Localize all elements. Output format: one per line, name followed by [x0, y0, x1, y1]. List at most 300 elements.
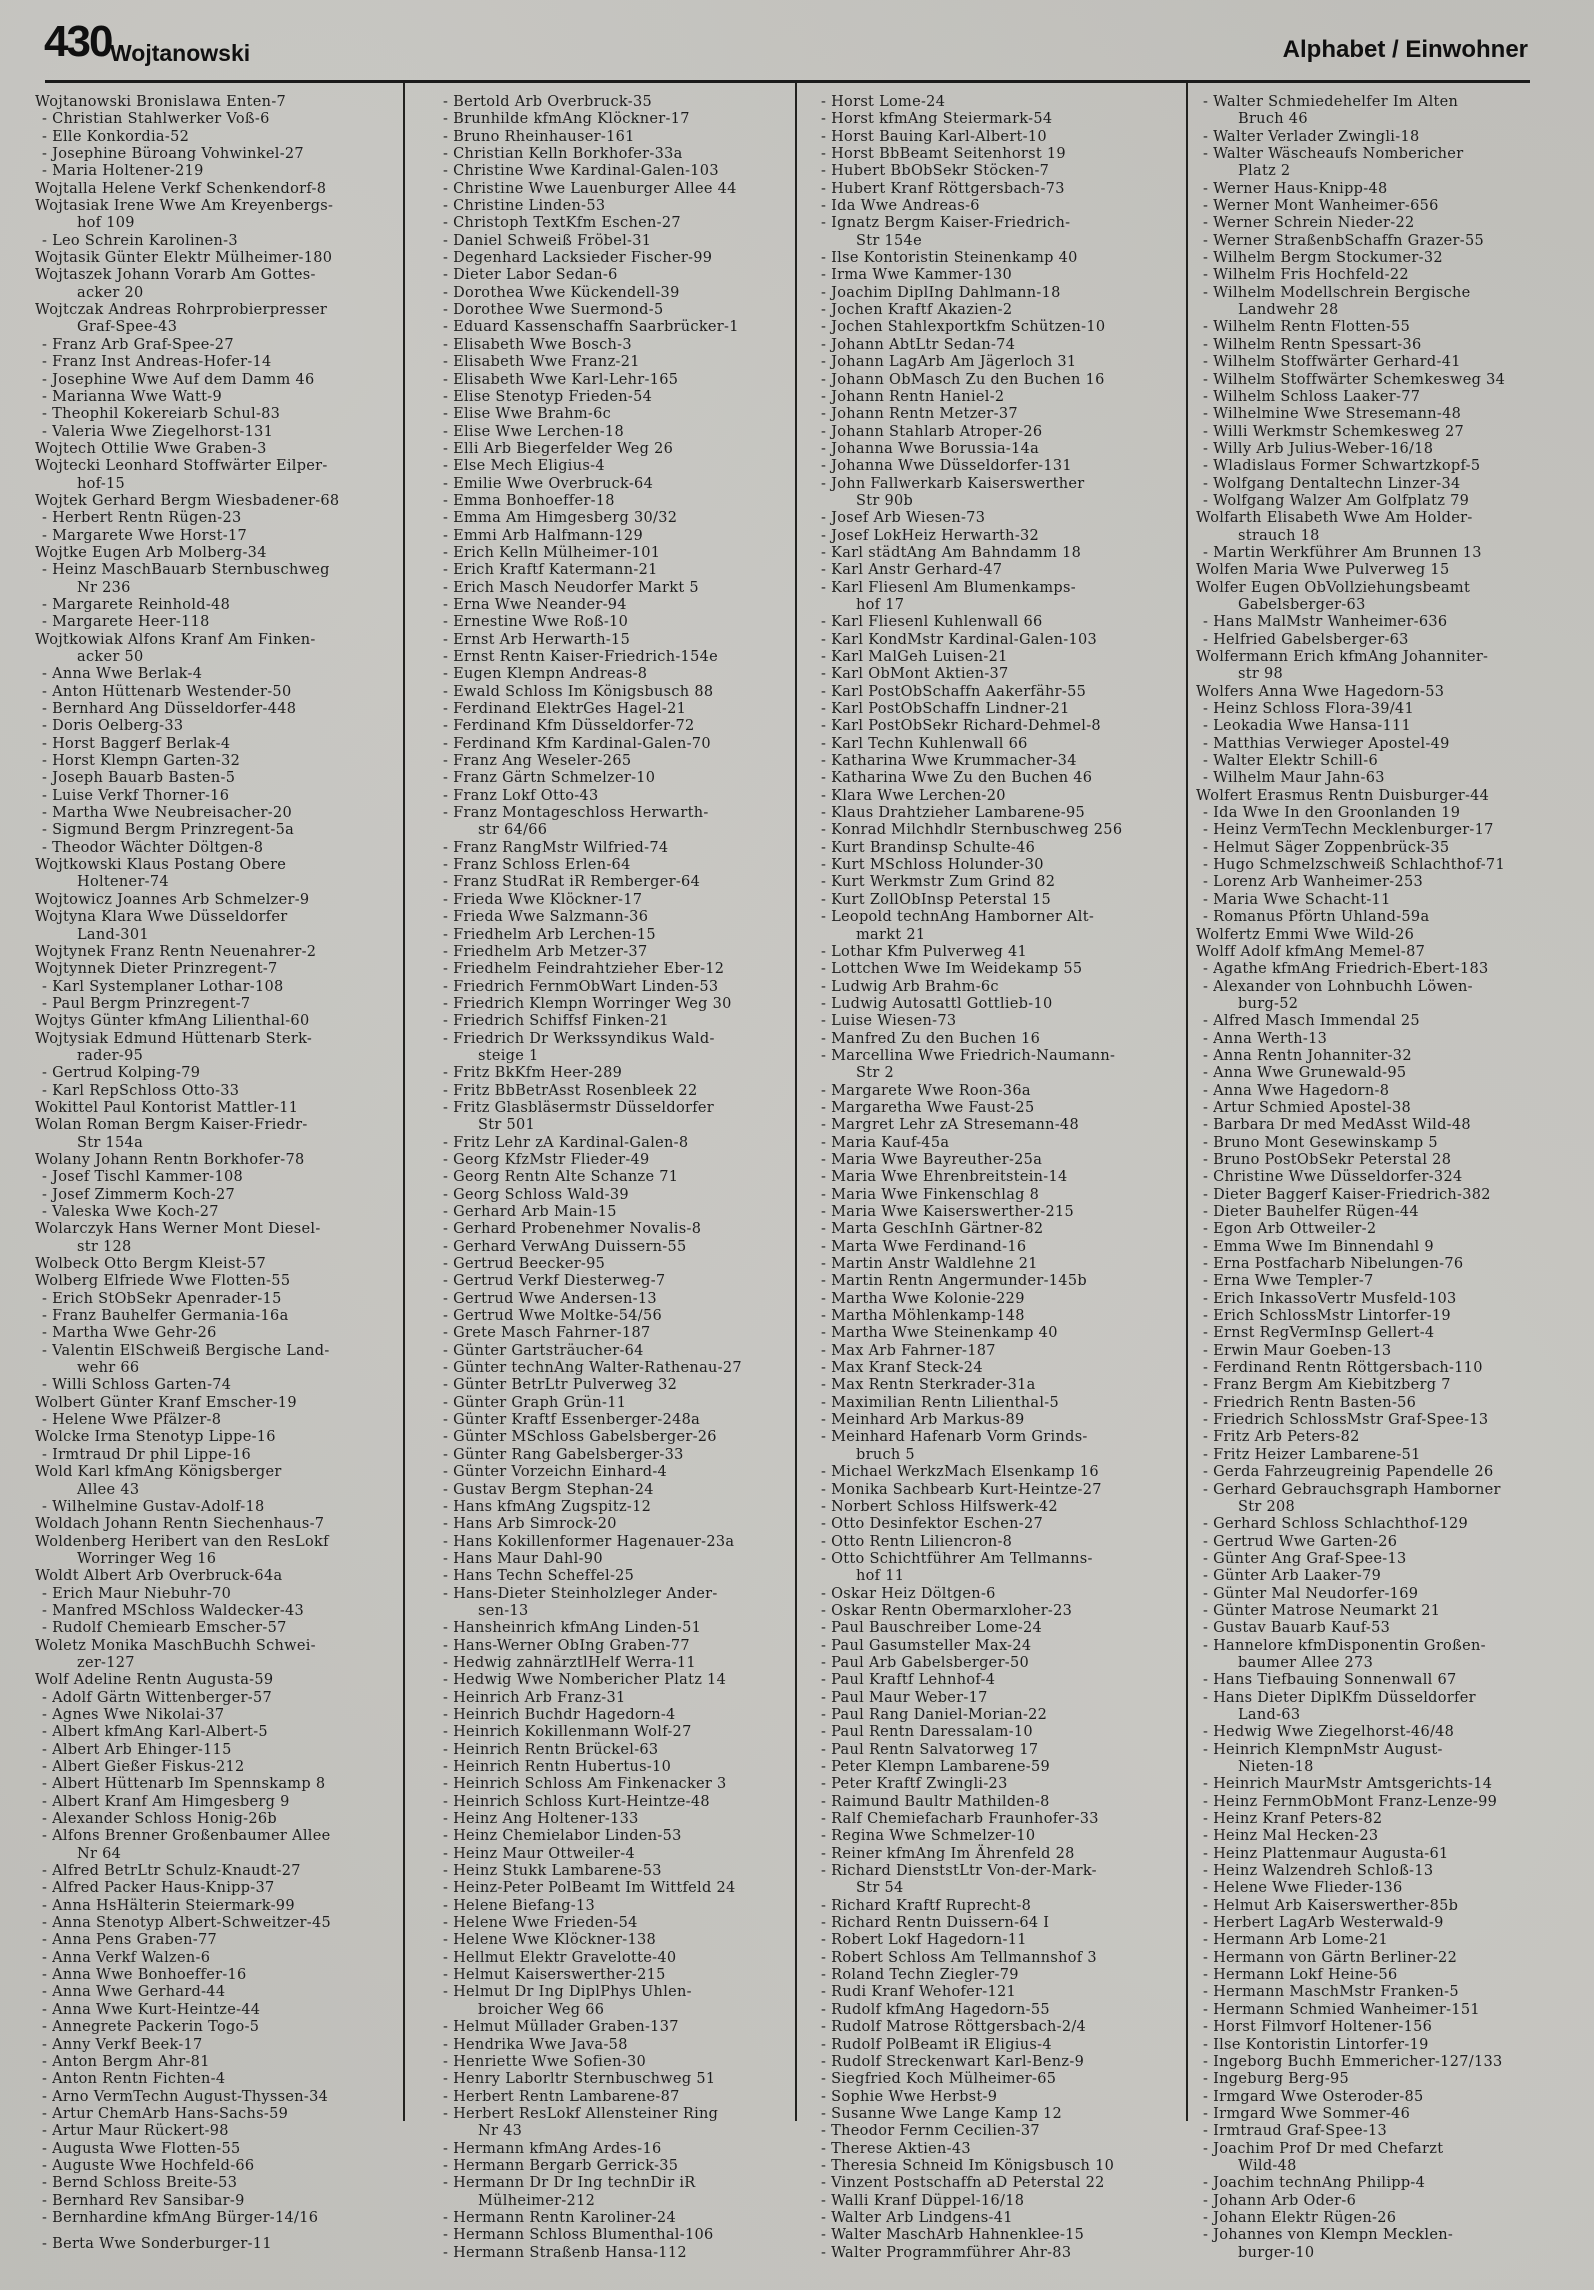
directory-entry: - Gertrud Wwe Garten-26	[1203, 1533, 1398, 1550]
entry-continuation: hof-15	[77, 475, 126, 492]
directory-entry: - Gertrud Wwe Andersen-13	[443, 1290, 657, 1307]
entry-continuation: Nr 64	[77, 1845, 122, 1862]
directory-entry: - Ida Wwe Andreas-6	[821, 198, 980, 215]
directory-entry: - Erna Wwe Templer-7	[1203, 1273, 1374, 1290]
directory-entry: - Hermann Straßenb Hansa-112	[443, 2244, 687, 2261]
directory-entry: - Matthias Verwieger Apostel-49	[1203, 735, 1450, 752]
directory-entry: - Paul Bergm Prinzregent-7	[42, 995, 251, 1012]
directory-entry: - Franz Montageschloss Herwarth-	[443, 805, 709, 822]
directory-entry: - Erich SchlossMstr Lintorfer-19	[1203, 1308, 1451, 1325]
directory-entry: - Barbara Dr med MedAsst Wild-48	[1203, 1117, 1471, 1134]
directory-entry-surname: Wolfen Maria Wwe Pulverweg 15	[1196, 562, 1450, 579]
directory-entry: - Günter Ang Graf-Spee-13	[1203, 1550, 1407, 1567]
directory-entry: - Egon Arb Ottweiler-2	[1203, 1221, 1377, 1238]
directory-entry: - Hedwig zahnärztlHelf Werra-11	[443, 1654, 696, 1671]
directory-entry: - Karl PostObSekr Richard-Dehmel-8	[821, 718, 1101, 735]
entry-continuation: Allee 43	[77, 1481, 140, 1498]
directory-entry: - Erna Wwe Neander-94	[443, 596, 627, 613]
directory-entry: - Friedhelm Arb Lerchen-15	[443, 926, 656, 943]
directory-entry: - Erna Postfacharb Nibelungen-76	[1203, 1256, 1464, 1273]
directory-entry: - Emma Am Himgesberg 30/32	[443, 510, 678, 527]
entry-continuation: Str 154e	[856, 232, 922, 249]
directory-entry: - Ewald Schloss Im Königsbusch 88	[443, 683, 714, 700]
directory-entry-surname: Woletz Monika MaschBuchh Schwei-	[35, 1637, 316, 1654]
directory-entry: - Friedhelm Arb Metzer-37	[443, 943, 648, 960]
directory-entry: - Berta Wwe Sonderburger-11	[42, 2236, 272, 2253]
directory-entry: - Alfred BetrLtr Schulz-Knaudt-27	[42, 1863, 301, 1880]
directory-entry: - Christoph TextKfm Eschen-27	[443, 215, 681, 232]
directory-entry: - Herbert Rentn Rügen-23	[42, 510, 242, 527]
directory-entry: - Christine Wwe Lauenburger Allee 44	[443, 180, 737, 197]
entry-continuation: Land-301	[77, 926, 149, 943]
directory-entry: - Hermann Bergarb Gerrick-35	[443, 2157, 679, 2174]
directory-entry: - Helmut Kaiserswerther-215	[443, 1967, 666, 1984]
column-separator	[1186, 83, 1188, 2121]
directory-entry: - Paul Bauschreiber Lome-24	[821, 1620, 1043, 1637]
directory-entry: - Reiner kfmAng Im Ährenfeld 28	[821, 1845, 1075, 1862]
directory-entry: - Erich InkassoVertr Musfeld-103	[1203, 1290, 1457, 1307]
directory-entry: - Wilhelm Fris Hochfeld-22	[1203, 267, 1409, 284]
page-title: Wojtanowski	[110, 40, 251, 66]
directory-entry: - Anna Verkf Walzen-6	[42, 1949, 211, 1966]
directory-entry: - Josef Arb Wiesen-73	[821, 510, 986, 527]
directory-entry: - Gertrud Verkf Diesterweg-7	[443, 1273, 666, 1290]
entry-continuation: Graf-Spee-43	[77, 319, 178, 336]
directory-entry: - Günter Gartsträucher-64	[443, 1342, 644, 1359]
directory-entry: - Paul Arb Gabelsberger-50	[821, 1654, 1030, 1671]
directory-entry: - Alexander Schloss Honig-26b	[42, 1811, 277, 1828]
directory-entry: - Kurt ZollObInsp Peterstal 15	[821, 891, 1052, 908]
directory-entry: - Günter Vorzeichn Einhard-4	[443, 1464, 668, 1481]
directory-entry-surname: Wojtke Eugen Arb Molberg-34	[35, 544, 267, 561]
directory-entry: - Anton Bergm Ahr-81	[42, 2053, 210, 2070]
directory-entry: - Heinrich Arb Franz-31	[443, 1689, 626, 1706]
directory-entry: - Karl Systemplaner Lothar-108	[42, 978, 284, 995]
directory-entry: - Horst Baggerf Berlak-4	[42, 735, 231, 752]
directory-entry: - Herbert ResLokf Allensteiner Ring	[443, 2105, 719, 2122]
entry-continuation: str 64/66	[478, 822, 548, 839]
directory-entry: - Rudolf PolBeamt iR Eligius-4	[821, 2036, 1052, 2053]
directory-entry: - Dorothea Wwe Kückendell-39	[443, 284, 680, 301]
directory-entry: - Marcellina Wwe Friedrich-Naumann-	[821, 1047, 1116, 1064]
directory-entry-surname: Wolbeck Otto Bergm Kleist-57	[35, 1256, 267, 1273]
directory-entry: - Susanne Wwe Lange Kamp 12	[821, 2105, 1062, 2122]
directory-entry-surname: Wojtys Günter kfmAng Lilienthal-60	[35, 1013, 310, 1030]
directory-entry: - Ludwig Arb Brahm-6c	[821, 978, 999, 995]
directory-entry: - Günter technAng Walter-Rathenau-27	[443, 1360, 742, 1377]
directory-entry: - Anna Wwe Gerhard-44	[42, 1984, 226, 2001]
directory-entry: - Christine Wwe Düsseldorfer-324	[1203, 1169, 1463, 1186]
directory-entry: - Maria Wwe Finkenschlag 8	[821, 1186, 1040, 1203]
directory-entry: - Bertold Arb Overbruck-35	[443, 94, 653, 110]
directory-entry: - Walter Verlader Zwingli-18	[1203, 128, 1420, 145]
directory-entry: - Anna Wwe Bonhoeffer-16	[42, 1967, 247, 1984]
directory-entry: - Heinz Stukk Lambarene-53	[443, 1863, 662, 1880]
directory-entry: - Walter Programmführer Ahr-83	[821, 2244, 1072, 2261]
directory-entry: - Hans Dieter DiplKfm Düsseldorfer	[1203, 1689, 1476, 1706]
directory-entry: - Grete Masch Fahrner-187	[443, 1325, 651, 1342]
directory-entry: - Margaretha Wwe Faust-25	[821, 1099, 1035, 1116]
directory-entry: - Luise Verkf Thorner-16	[42, 787, 230, 804]
directory-entry: - Otto Desinfektor Eschen-27	[821, 1516, 1043, 1533]
directory-entry: - Joachim Prof Dr med Chefarzt	[1203, 2140, 1444, 2157]
directory-entry: - Hermann kfmAng Ardes-16	[443, 2140, 662, 2157]
directory-entry: - Marta Wwe Ferdinand-16	[821, 1238, 1027, 1255]
directory-entry: - Heinrich Schloss Am Finkenacker 3	[443, 1776, 727, 1793]
directory-entry: - Max Arb Fahrner-187	[821, 1342, 996, 1359]
directory-entry: - Christian Stahlwerker Voß-6	[42, 111, 270, 128]
directory-entry: - Erich Kelln Mülheimer-101	[443, 544, 661, 561]
directory-entry: - Elisabeth Wwe Franz-21	[443, 354, 640, 371]
directory-entry: - Alfred Packer Haus-Knipp-37	[42, 1880, 275, 1897]
entry-continuation: steige 1	[478, 1047, 539, 1064]
directory-entry: - Horst kfmAng Steiermark-54	[821, 111, 1053, 128]
directory-entry: - Georg Schloss Wald-39	[443, 1186, 629, 1203]
directory-entry-surname: Wolarczyk Hans Werner Mont Diesel-	[35, 1221, 321, 1238]
directory-entry: - Martha Wwe Kolonie-229	[821, 1290, 1025, 1307]
directory-entry: - Maria Wwe Bayreuther-25a	[821, 1151, 1043, 1168]
directory-entry: - Annegrete Packerin Togo-5	[42, 2019, 260, 2036]
directory-entry: - Anna HsHälterin Steiermark-99	[42, 1897, 295, 1914]
directory-entry: - Josef LokHeiz Herwarth-32	[821, 527, 1040, 544]
directory-entry: - Paul Rentn Salvatorweg 17	[821, 1741, 1039, 1758]
directory-entry: - Rudolf Matrose Röttgersbach-2/4	[821, 2019, 1087, 2036]
entry-continuation: Str 90b	[856, 492, 914, 509]
directory-entry: - Ralf Chemiefacharb Fraunhofer-33	[821, 1811, 1099, 1828]
directory-entry-surname: Wojtynnek Dieter Prinzregent-7	[35, 961, 278, 978]
directory-entry: - Therese Aktien-43	[821, 2140, 971, 2157]
directory-entry: - Friedrich FernmObWart Linden-53	[443, 978, 719, 995]
entry-continuation: Str 154a	[77, 1134, 144, 1151]
directory-entry: - Anna Stenotyp Albert-Schweitzer-45	[42, 1915, 332, 1932]
directory-entry: - Ernst Arb Herwarth-15	[443, 631, 631, 648]
directory-entry: - Hermann MaschMstr Franken-5	[1203, 1984, 1459, 2001]
directory-entry: - Werner Haus-Knipp-48	[1203, 180, 1388, 197]
directory-entry: - Kurt Brandinsp Schulte-46	[821, 839, 1036, 856]
directory-entry: - Gustav Bauarb Kauf-53	[1203, 1620, 1391, 1637]
directory-entry: - Joseph Bauarb Basten-5	[42, 770, 236, 787]
directory-entry-surname: Wolbert Günter Kranf Emscher-19	[35, 1394, 297, 1411]
directory-entry: - Valeria Wwe Ziegelhorst-131	[42, 423, 274, 440]
directory-entry: - Rudolf kfmAng Hagedorn-55	[821, 2001, 1050, 2018]
directory-entry-surname: Wojtaszek Johann Vorarb Am Gottes-	[35, 267, 316, 284]
directory-entry: - Günter Mal Neudorfer-169	[1203, 1585, 1419, 1602]
directory-entry: - Erich Masch Neudorfer Markt 5	[443, 579, 699, 596]
directory-entry: - Romanus Pförtn Uhland-59a	[1203, 909, 1430, 926]
directory-entry: - Gustav Bergm Stephan-24	[443, 1481, 654, 1498]
directory-entry: - Heinz Ang Holtener-133	[443, 1811, 639, 1828]
directory-entry: - Maria Kauf-45a	[821, 1134, 950, 1151]
directory-entry: - Anna Wwe Kurt-Heintze-44	[42, 2001, 261, 2018]
entry-continuation: Nr 236	[77, 579, 131, 596]
directory-column-1	[35, 94, 397, 2254]
directory-entry: - Johannes von Klempn Mecklen-	[1203, 2227, 1454, 2244]
directory-entry: - Helene Wwe Frieden-54	[443, 1915, 638, 1932]
directory-entry: - Daniel Schweiß Fröbel-31	[443, 232, 652, 249]
entry-continuation: Nieten-18	[1238, 1759, 1314, 1775]
directory-entry-surname: Wolfert Erasmus Rentn Duisburger-44	[1196, 787, 1490, 804]
directory-entry-surname: Wold Karl kfmAng Königsberger	[35, 1464, 282, 1481]
directory-entry: - Ferdinand Kfm Kardinal-Galen-70	[443, 735, 711, 752]
directory-entry: - Ignatz Bergm Kaiser-Friedrich-	[821, 215, 1071, 232]
directory-entry: - Helene Wwe Pfälzer-8	[42, 1412, 222, 1429]
directory-entry: - Ernst Rentn Kaiser-Friedrich-154e	[443, 649, 718, 665]
directory-entry: - Rudolf Streckenwart Karl-Benz-9	[821, 2053, 1085, 2070]
directory-entry-surname: Wojtysiak Edmund Hüttenarb Sterk-	[35, 1030, 313, 1047]
directory-entry: - Manfred MSchloss Waldecker-43	[42, 1602, 305, 1619]
directory-entry: - Elisabeth Wwe Karl-Lehr-165	[443, 371, 679, 388]
entry-continuation: strauch 18	[1238, 527, 1320, 544]
directory-entry: - Agnes Wwe Nikolai-37	[42, 1706, 225, 1723]
directory-entry: - Klara Wwe Lerchen-20	[821, 787, 1006, 804]
directory-entry-surname: Wojtek Gerhard Bergm Wiesbadener-68	[35, 492, 340, 509]
directory-entry: - Luise Wiesen-73	[821, 1013, 957, 1030]
directory-entry: - Martha Wwe Neubreisacher-20	[42, 805, 293, 822]
directory-entry: - Michael WerkzMach Elsenkamp 16	[821, 1464, 1099, 1481]
directory-entry-surname: Wojtech Ottilie Wwe Graben-3	[35, 440, 267, 457]
entry-continuation: Nr 43	[478, 2123, 523, 2140]
directory-entry: - Rudolf Chemiearb Emscher-57	[42, 1620, 287, 1637]
directory-entry: - Ilse Kontoristin Steinenkamp 40	[821, 250, 1078, 267]
directory-entry: - Franz StudRat iR Remberger-64	[443, 874, 701, 891]
directory-entry: - Doris Oelberg-33	[42, 718, 184, 735]
directory-entry: - Walli Kranf Düppel-16/18	[821, 2192, 1025, 2209]
directory-entry: - Günter Graph Grün-11	[443, 1394, 627, 1411]
directory-entry: - Norbert Schloss Hilfswerk-42	[821, 1498, 1058, 1515]
directory-entry: - Hans Techn Scheffel-25	[443, 1568, 635, 1585]
directory-entry: - Margarete Reinhold-48	[42, 596, 231, 613]
directory-entry: - Josef Tischl Kammer-108	[42, 1169, 244, 1186]
directory-entry: - Valeska Wwe Koch-27	[42, 1204, 219, 1220]
directory-entry: - Anny Verkf Beek-17	[42, 2036, 203, 2053]
directory-entry: - Heinz FernmObMont Franz-Lenze-99	[1203, 1793, 1498, 1810]
directory-entry: - Robert Lokf Hagedorn-11	[821, 1932, 1027, 1949]
directory-entry: - Wladislaus Former Schwartzkopf-5	[1203, 458, 1481, 475]
directory-entry: - Robert Schloss Am Tellmannshof 3	[821, 1949, 1097, 1966]
directory-entry: - Karl KondMstr Kardinal-Galen-103	[821, 631, 1098, 648]
directory-entry-surname: Wojtecki Leonhard Stoffwärter Eilper-	[35, 458, 328, 475]
column-separator	[795, 83, 797, 2121]
directory-entry: - Heinrich Buchdr Hagedorn-4	[443, 1706, 676, 1723]
directory-entry: - Elise Wwe Brahm-6c	[443, 406, 612, 423]
entry-continuation: Bruch 46	[1238, 111, 1308, 128]
directory-entry: - Bernhard Ang Düsseldorfer-448	[42, 701, 297, 718]
directory-entry: - Ida Wwe In den Groonlanden 19	[1203, 805, 1461, 822]
directory-entry: - Walter Elektr Schill-6	[1203, 753, 1378, 770]
directory-entry: - Emma Wwe Im Binnendahl 9	[1203, 1238, 1434, 1255]
directory-entry: - Adolf Gärtn Wittenberger-57	[42, 1689, 273, 1706]
directory-entry: - Ilse Kontoristin Lintorfer-19	[1203, 2036, 1429, 2053]
directory-entry-surname: Wojtalla Helene Verkf Schenkendorf-8	[35, 180, 327, 197]
directory-entry: - Ferdinand Kfm Düsseldorfer-72	[443, 718, 695, 735]
directory-entry: - Gertrud Wwe Moltke-54/56	[443, 1308, 662, 1325]
directory-entry: - Christine Wwe Kardinal-Galen-103	[443, 163, 719, 180]
directory-entry: - Irmtraud Dr phil Lippe-16	[42, 1446, 252, 1463]
directory-entry: - Richard DienststLtr Von-der-Mark-	[821, 1863, 1097, 1880]
directory-entry: - Karl Fliesenl Am Blumenkamps-	[821, 579, 1076, 596]
directory-entry: - Lothar Kfm Pulverweg 41	[821, 943, 1028, 960]
directory-column-2	[436, 94, 788, 2262]
directory-entry: - Franz Bergm Am Kiebitzberg 7	[1203, 1377, 1451, 1394]
directory-entry: - Ferdinand ElektrGes Hagel-21	[443, 701, 687, 718]
directory-entry: - Bernhardine kfmAng Bürger-14/16	[42, 2209, 319, 2226]
directory-entry: - Alexander von Lohnbuchh Löwen-	[1203, 978, 1473, 995]
directory-entry: - Heinz Kranf Peters-82	[1203, 1811, 1383, 1828]
directory-entry: - Emilie Wwe Overbruck-64	[443, 475, 654, 492]
directory-entry: - Maximilian Rentn Lilienthal-5	[821, 1394, 1060, 1411]
directory-entry: - Irmgard Wwe Sommer-46	[1203, 2105, 1411, 2122]
directory-entry: - Wilhelm Modellschrein Bergische	[1203, 284, 1471, 301]
directory-entry: - Else Mech Eligius-4	[443, 458, 605, 475]
directory-entry: - Franz Arb Graf-Spee-27	[42, 336, 234, 353]
directory-entry: - Johann AbtLtr Sedan-74	[821, 336, 1016, 353]
directory-entry-surname: Wojtyna Klara Wwe Düsseldorfer	[35, 909, 288, 926]
directory-entry: - Elise Stenotyp Frieden-54	[443, 388, 653, 405]
directory-entry: - Ernestine Wwe Roß-10	[443, 614, 629, 631]
directory-entry-surname: Wojtasik Günter Elektr Mülheimer-180	[35, 250, 333, 267]
directory-entry: - Otto Schichtführer Am Tellmanns-	[821, 1550, 1093, 1567]
directory-entry: - Erwin Maur Goeben-13	[1203, 1342, 1392, 1359]
directory-entry: - Wilhelm Schloss Laaker-77	[1203, 388, 1421, 405]
directory-entry: - Ingeburg Berg-95	[1203, 2071, 1350, 2088]
entry-continuation: rader-95	[77, 1047, 144, 1064]
directory-entry: - Degenhard Lacksieder Fischer-99	[443, 250, 713, 267]
directory-entry: - Jochen Stahlexportkfm Schützen-10	[821, 319, 1106, 336]
directory-entry: - Margarete Heer-118	[42, 614, 210, 631]
entry-continuation: Landwehr 28	[1238, 302, 1339, 319]
directory-entry: - Agathe kfmAng Friedrich-Ebert-183	[1203, 961, 1489, 978]
directory-entry: - Irma Wwe Kammer-130	[821, 267, 1013, 284]
directory-entry-surname: Wojtkowski Klaus Postang Obere	[35, 857, 287, 874]
directory-entry-surname: Wolfermann Erich kfmAng Johanniter-	[1196, 649, 1489, 665]
entry-continuation: hof 11	[856, 1568, 905, 1585]
directory-entry: - Johann Arb Oder-6	[1203, 2192, 1357, 2209]
directory-entry: - Alfred Masch Immendal 25	[1203, 1013, 1420, 1030]
directory-entry: - Elle Konkordia-52	[42, 128, 190, 145]
directory-entry: - Walter Arb Lindgens-41	[821, 2209, 1013, 2226]
directory-entry: - Hans Maur Dahl-90	[443, 1550, 603, 1567]
directory-entry-surname: Woldach Johann Rentn Siechenhaus-7	[35, 1516, 325, 1533]
directory-entry: - Herbert Rentn Lambarene-87	[443, 2088, 680, 2105]
directory-entry: - Friedrich Rentn Basten-56	[1203, 1394, 1417, 1411]
directory-entry: - Friedrich SchlossMstr Graf-Spee-13	[1203, 1412, 1489, 1429]
directory-entry: - Fritz Lehr zA Kardinal-Galen-8	[443, 1134, 689, 1151]
directory-entry: - Günter Kraftf Essenberger-248a	[443, 1412, 701, 1429]
section-title: Alphabet / Einwohner	[1282, 36, 1528, 63]
directory-entry: - Karl Anstr Gerhard-47	[821, 562, 1003, 579]
directory-entry: - Anna Wwe Hagedorn-8	[1203, 1082, 1390, 1099]
entry-continuation: Holtener-74	[77, 874, 169, 891]
entry-continuation: Str 501	[478, 1117, 536, 1134]
directory-entry: - Georg Rentn Alte Schanze 71	[443, 1169, 679, 1186]
directory-entry: - Paul Maur Weber-17	[821, 1689, 988, 1706]
entry-continuation: baumer Allee 273	[1238, 1654, 1374, 1671]
directory-entry: - Heinz Plattenmaur Augusta-61	[1203, 1845, 1449, 1862]
directory-column-4	[1196, 94, 1578, 2262]
directory-entry: - Gerhard Gebrauchsgraph Hamborner	[1203, 1481, 1501, 1498]
directory-entry: - Anton Hüttenarb Westender-50	[42, 683, 292, 700]
directory-entry: - Fritz Arb Peters-82	[1203, 1429, 1360, 1446]
directory-entry: - Max Rentn Sterkrader-31a	[821, 1377, 1036, 1394]
directory-entry: - Gerhard VerwAng Duissern-55	[443, 1238, 687, 1255]
directory-entry: - Wilhelm Rentn Flotten-55	[1203, 319, 1411, 336]
directory-entry: - Helene Biefang-13	[443, 1897, 596, 1914]
directory-entry: - Helfried Gabelsberger-63	[1203, 631, 1409, 648]
entry-continuation: Gabelsberger-63	[1238, 596, 1366, 613]
directory-entry: - Theodor Wächter Döltgen-8	[42, 839, 264, 856]
directory-entry: - Martin Werkführer Am Brunnen 13	[1203, 544, 1482, 561]
directory-entry: - Joachim DiplIng Dahlmann-18	[821, 284, 1061, 301]
directory-entry: - Margarete Wwe Roon-36a	[821, 1082, 1031, 1099]
directory-entry: - Horst Bauing Karl-Albert-10	[821, 128, 1047, 145]
directory-entry: - Maria Wwe Ehrenbreitstein-14	[821, 1169, 1068, 1186]
directory-entry: - Maria Holtener-219	[42, 163, 204, 180]
directory-entry: - Heinz Mal Hecken-23	[1203, 1828, 1379, 1845]
directory-entry: - Henry Laborltr Sternbuschweg 51	[443, 2071, 716, 2088]
directory-entry: - Werner StraßenbSchaffn Grazer-55	[1203, 232, 1485, 249]
directory-entry-surname: Wolfers Anna Wwe Hagedorn-53	[1196, 683, 1445, 700]
directory-entry-surname: Wolf Adeline Rentn Augusta-59	[35, 1672, 274, 1689]
directory-entry: - Bruno Rheinhauser-161	[443, 128, 635, 145]
directory-entry: - Günter MSchloss Gabelsberger-26	[443, 1429, 717, 1446]
directory-entry: - Auguste Wwe Hochfeld-66	[42, 2157, 255, 2174]
directory-entry: - Walter Wäscheaufs Nombericher	[1203, 146, 1464, 163]
directory-entry: - Elise Wwe Lerchen-18	[443, 423, 624, 440]
directory-entry: - Dieter Baggerf Kaiser-Friedrich-382	[1203, 1186, 1491, 1203]
directory-entry: - Maria Wwe Schacht-11	[1203, 891, 1391, 908]
entry-continuation: wehr 66	[77, 1360, 140, 1377]
directory-entry: - Katharina Wwe Krummacher-34	[821, 753, 1077, 770]
directory-entry: - Willi Schloss Garten-74	[42, 1377, 232, 1394]
directory-entry: - Gerhard Probenehmer Novalis-8	[443, 1221, 702, 1238]
directory-entry: - Friedrich Dr Werkssyndikus Wald-	[443, 1030, 715, 1047]
entry-continuation: bruch 5	[856, 1446, 915, 1463]
entry-continuation: burger-10	[1238, 2244, 1315, 2261]
directory-entry: - Franz Bauhelfer Germania-16a	[42, 1308, 289, 1325]
directory-entry: - Günter Arb Laaker-79	[1203, 1568, 1382, 1585]
directory-entry-surname: Wojtasiak Irene Wwe Am Kreyenbergs-	[35, 198, 334, 215]
directory-entry: - Siegfried Koch Mülheimer-65	[821, 2071, 1057, 2088]
directory-entry: - Paul Rang Daniel-Morian-22	[821, 1706, 1048, 1723]
directory-entry: - Paul Rentn Daressalam-10	[821, 1724, 1033, 1741]
directory-entry: - Heinrich Rentn Hubertus-10	[443, 1759, 672, 1775]
directory-entry: - Franz Ang Weseler-265	[443, 753, 632, 770]
directory-entry: - Heinz Maur Ottweiler-4	[443, 1845, 635, 1862]
directory-entry: - Gerhard Arb Main-15	[443, 1204, 617, 1220]
directory-entry: - Hermann Rentn Karoliner-24	[443, 2209, 676, 2226]
directory-entry-surname: Wojtynek Franz Rentn Neuenahrer-2	[35, 943, 317, 960]
directory-entry-surname: Wolberg Elfriede Wwe Flotten-55	[35, 1273, 291, 1290]
directory-entry: - Anna Pens Graben-77	[42, 1932, 217, 1949]
directory-entry: - Johanna Wwe Düsseldorfer-131	[821, 458, 1072, 475]
directory-entry: - Oskar Heiz Döltgen-6	[821, 1585, 996, 1602]
entry-continuation: Str 54	[856, 1880, 904, 1897]
directory-entry: - Willy Arb Julius-Weber-16/18	[1203, 440, 1434, 457]
directory-entry: - Erich StObSekr Apenrader-15	[42, 1290, 282, 1307]
directory-entry: - Albert Kranf Am Himgesberg 9	[42, 1793, 290, 1810]
directory-entry: - Gerda Fahrzeugreinig Papendelle 26	[1203, 1464, 1494, 1481]
page-number: 430	[44, 17, 112, 66]
directory-entry: - Augusta Wwe Flotten-55	[42, 2140, 241, 2157]
directory-entry: - Alfons Brenner Großenbaumer Allee	[42, 1828, 331, 1845]
directory-entry: - Wilhelm Rentn Spessart-36	[1203, 336, 1422, 353]
directory-entry: - Theresia Schneid Im Königsbusch 10	[821, 2157, 1115, 2174]
directory-entry: - Frieda Wwe Salzmann-36	[443, 909, 649, 926]
directory-entry: - Theodor Fernm Cecilien-37	[821, 2123, 1040, 2140]
directory-entry: - Gertrud Beecker-95	[443, 1256, 606, 1273]
directory-entry: - Bernd Schloss Breite-53	[42, 2175, 238, 2192]
directory-entry-surname: Wolfer Eugen ObVollziehungsbeamt	[1196, 579, 1471, 596]
